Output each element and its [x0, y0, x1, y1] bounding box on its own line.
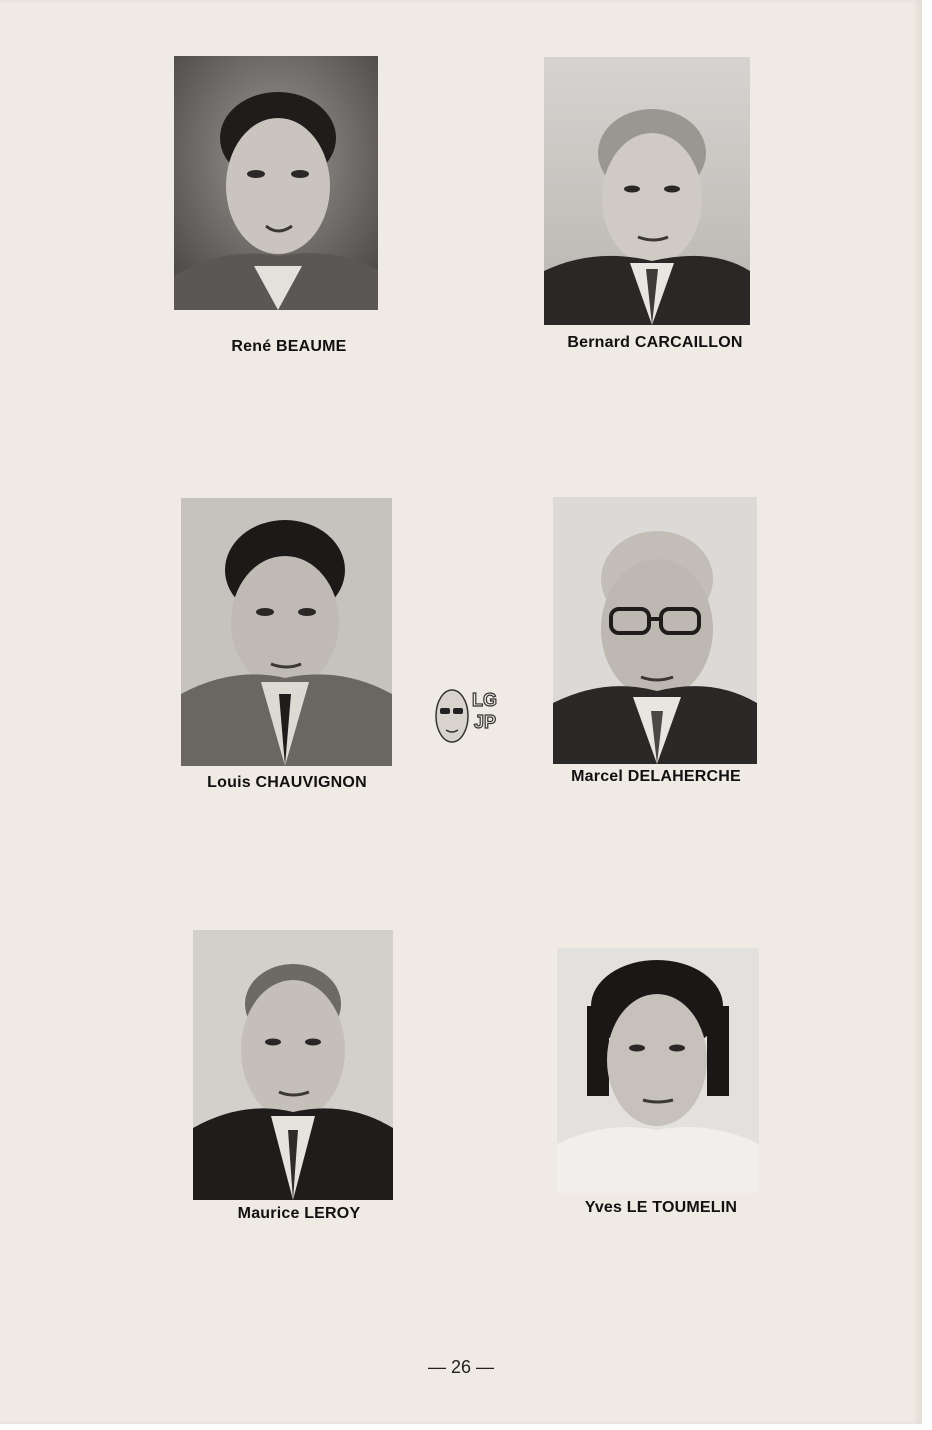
portrait-photo-beaume — [174, 56, 378, 310]
last-name: LE TOUMELIN — [626, 1199, 738, 1216]
portrait-caption-delaherche — [543, 768, 769, 786]
portrait-image — [553, 497, 757, 764]
last-name: CHAUVIGNON — [255, 774, 367, 791]
page-number: — 26 — — [427, 1357, 495, 1377]
portrait-image — [544, 57, 750, 325]
last-name: DELAHERCHE — [627, 768, 741, 785]
first-name: Yves — [584, 1199, 623, 1216]
last-name: LEROY — [304, 1205, 361, 1222]
svg-text:LG: LG — [472, 690, 497, 710]
portrait-image — [174, 56, 378, 310]
portrait-image — [181, 498, 392, 766]
logo-icon — [420, 678, 512, 750]
portrait-caption-carcaillon — [530, 334, 780, 352]
portrait-caption-chauvignon — [174, 774, 400, 792]
portrait-caption-leroy — [186, 1205, 412, 1223]
portrait-caption-le-toumelin — [548, 1199, 774, 1217]
portrait-caption-beaume — [176, 338, 402, 356]
svg-text:JP: JP — [474, 712, 497, 732]
first-name: Bernard — [567, 334, 631, 351]
first-name: René — [231, 338, 272, 355]
first-name: Maurice — [237, 1205, 300, 1222]
portrait-photo-carcaillon — [544, 57, 750, 325]
portrait-photo-chauvignon — [181, 498, 392, 766]
portrait-image — [557, 948, 759, 1193]
portrait-photo-delaherche — [553, 497, 757, 764]
portrait-photo-le-toumelin — [557, 948, 759, 1193]
first-name: Marcel — [571, 768, 624, 785]
lg-jp-logo-stamp — [420, 678, 512, 750]
last-name: CARCAILLON — [634, 334, 743, 351]
portrait-image — [193, 930, 393, 1200]
portrait-photo-leroy — [193, 930, 393, 1200]
last-name: BEAUME — [276, 338, 347, 355]
first-name: Louis — [207, 774, 251, 791]
